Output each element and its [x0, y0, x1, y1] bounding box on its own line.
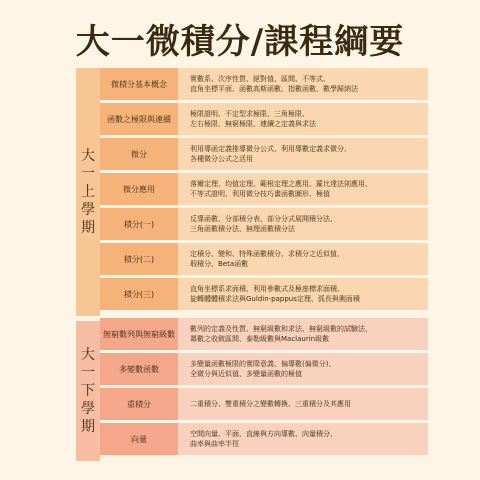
topic-label: 微分 [100, 138, 178, 170]
topic-label: 向量 [100, 423, 178, 455]
semester-2-char: 學 [81, 401, 95, 417]
table-row [100, 388, 428, 420]
topic-content [178, 173, 428, 205]
table-row [100, 243, 428, 275]
content-line: 瑕積分、Beta函數 [190, 260, 249, 268]
topic-label: 積分(一) [100, 208, 178, 240]
table-row [100, 173, 428, 205]
topic-label: 微分應用 [100, 173, 178, 205]
semester-2-char: 期 [81, 419, 95, 435]
topic-content [178, 353, 428, 385]
semester-1-char: 學 [81, 202, 95, 218]
content-line: 直角坐標系求面積、利用參數式及極座標求面積、 [190, 285, 344, 293]
content-line: 利用導函定義推導微分公式、利用導數定義求微分、 [190, 145, 351, 153]
content-line: 極限證明、不定型求極限、三角極限、 [190, 110, 309, 118]
topic-label: 積分(三) [100, 278, 178, 310]
content-line: 旋轉體體積求法與Guldin-pappus定理、弧長與側面積 [190, 295, 360, 303]
content-line: 多變量函數極限的實際意義、偏導數(偏微分)、 [190, 360, 336, 368]
semester-2-char: 大 [81, 347, 95, 363]
semester-1-char: 期 [81, 220, 95, 236]
topic-label: 無窮數列與無窮級數 [100, 318, 178, 350]
content-line: 各種微分公式之活用 [190, 155, 253, 163]
semester-1-char: 上 [81, 184, 95, 200]
semester-2-char: 一 [81, 365, 95, 381]
content-line: 冪數之收斂區間、泰勒級數與Maclaurin級數 [190, 335, 330, 343]
content-line: 曲率與曲率半徑 [190, 440, 239, 448]
content-line: 全微分與近似值、多變量函數的極值 [190, 370, 302, 378]
page-title: 大一微積分/課程綱要 [75, 22, 405, 62]
topic-content [178, 243, 428, 275]
content-line: 空間向量、平面、直線與方向導數、向量積分、 [190, 430, 337, 438]
table-row [100, 423, 428, 455]
topic-label: 函數之極限與連續 [100, 103, 178, 135]
content-line: 反導函數、分部積分表、部分分式展開積分法、 [190, 215, 337, 223]
syllabus-table [76, 68, 428, 458]
table-row [100, 208, 428, 240]
content-line: 直角坐標平面、函數高斯函數、指數函數、數學歸納法 [190, 85, 358, 93]
semester-1-char: 一 [81, 166, 95, 182]
topic-content [178, 68, 428, 100]
semester-2-char: 下 [81, 383, 95, 399]
semester-1-char: 大 [81, 148, 95, 164]
topic-content [178, 318, 428, 350]
topic-content [178, 138, 428, 170]
content-line: 定積分、變和、特殊函數積分、求積分之近似值、 [190, 250, 344, 258]
content-line: 數列的定義及性質、無窮級數和求法、無窮級數的試驗法、 [190, 325, 372, 333]
content-line: 實數系、次序性質、絕對值、區間、不等式、 [190, 75, 330, 83]
topic-content [178, 103, 428, 135]
table-row [100, 353, 428, 385]
table-row [100, 138, 428, 170]
topic-content [178, 388, 428, 420]
table-row [100, 68, 428, 100]
topic-content [178, 278, 428, 310]
topic-content [178, 423, 428, 455]
content-line: 左右極限、無窮極限、連續之定義與求法 [190, 120, 316, 128]
content-line: 不等式證明、利用微分技巧畫函數圖形、極值 [190, 190, 330, 198]
table-row [100, 278, 428, 310]
content-line: 落爾定理、均值定理、範根定理之應用、羅比達法則應用、 [190, 180, 372, 188]
content-line: 三角函數積分法、無理函數積分法 [190, 225, 295, 233]
table-row [100, 318, 428, 350]
topic-label: 積分(二) [100, 243, 178, 275]
topic-content [178, 208, 428, 240]
content-line: 二重積分、雙重積分之變數轉換、三重積分及其應用 [190, 400, 351, 408]
table-row [100, 103, 428, 135]
topic-label: 微積分基本概念 [100, 68, 178, 100]
topic-label: 多變數函數 [100, 353, 178, 385]
topic-label: 重積分 [100, 388, 178, 420]
